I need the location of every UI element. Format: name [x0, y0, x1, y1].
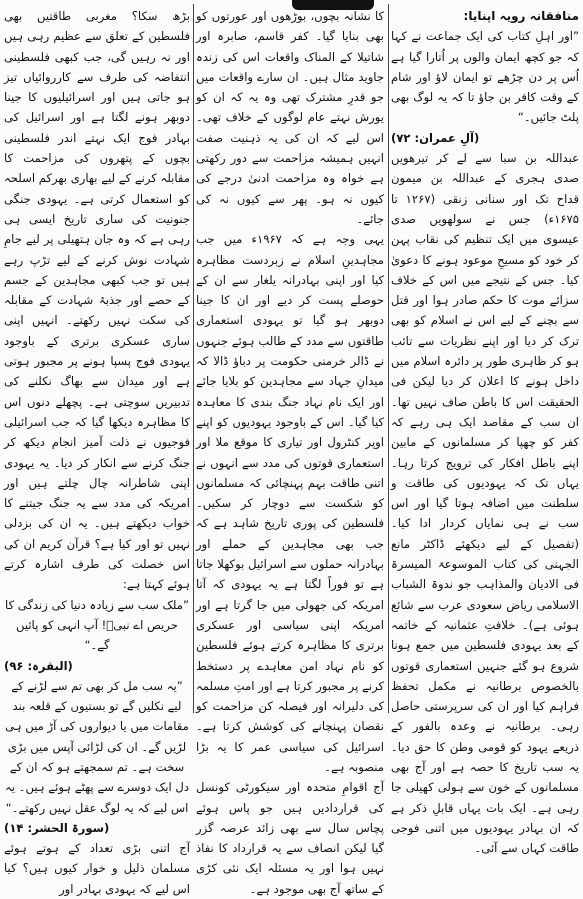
left-column: [4, 6, 190, 896]
column-divider: [388, 4, 389, 713]
verse-reference: (سورۃ الحشر: ۱۴): [4, 820, 110, 835]
article-paragraph: عبداللہ بن سبا سے لے کر تیرھویں صدی ہجری کے عبداللہ بن میمون قداح تک اور سنانی زنقی (۱۲۶۷ تا ۱۶۷۵ء) جس نے سولھویں صدی عیسوی میں ایک تنظیم کی نقاب پہن کر خود کو مسیحِ موعود ہونے کا دعویٰ کیا۔ جس کے نتیجے میں اس کے خلاف سزائے موت کا حکم صادر ہوا اور قتل سے بچنے کے لیے اس نے اسلام کو بھی ترک کر دیا اور اپنے نظریات سے تائب ہو کر ظاہری طور پر دائرہ اسلام میں داخل ہونے کا اعلان کر دیا لیکن فی الحقیقت اس کا باطن صاف نہیں تھا۔ ان سب کے مقاصد ایک ہی رہے کہ کفر کو چھپا کر مسلمانوں کے مابین اپنے باطل افکار کی ترویج کرتا رہا۔ یہاں تک کہ یہودیوں کی طاقت و سلطنت میں اضافہ ہوتا گیا اور اس سب نے ہی نمایاں کردار ادا کیا۔ (تفصیل کے لیے دیکھئے ڈاکٹر مانع الجہنی کی کتاب الموسوعۃ المیسرۃ فی الادیان والمذاہب جو ندوۃ الشباب الاسلامی ریاض سعودی عرب سے شائع ہوئی ہے)۔ خلافتِ عثمانیہ کے خاتمہ کے بعد یہودی فلسطین میں جمع ہونا شروع ہو گئے جنہیں استعماری قوتوں بالخصوص برطانیہ نے مکمل تحفظ فراہم کیا اور ان کی سرپرستی حاصل رہی۔ برطانیہ نے وعدہ بالفور کے ذریعے یہود کو قومی وطن کا حق دیا۔ یہ سب تاریخ کا حصہ ہے اور آج بھی مسلمانوں کے خون سے ہولی کھیلی جا رہی ہے۔ ایک بات یہاں قابلِ ذکر ہے کہ ان بہادر یہودیوں میں اتنی فوجی طاقت کہاں سے آئی۔: [391, 151, 579, 856]
article-paragraph: بڑھ سکا؟ مغربی طاقتیں بھی فلسطین کے تعلق سے عظیم رہی ہیں اور نہ رہیں گی، جب کبھی فلسطینی انتفاضہ کی طرف سے کارروائیاں تیز ہو جاتی ہیں اور اسرائیلیوں کا جینا دوبھر ہونے لگتا ہے اور اسرائیل کی بہادر فوج ایک نہتے اندر فلسطینی بچوں کے پتھروں کی مزاحمت کا مقابلہ کرنے کے لیے بھاری بھرکم اسلحہ کو استعمال کرتی ہے۔ یہودی جنگی جنونیت کی ساری تاریخ ایسی ہی رہی ہے کہ وہ جان ہتھیلی پر لیے جامِ شہادت نوش کرنے کے لیے تڑپ رہے ہیں تو جب کبھی مجاہدین کے جسم کے حصے اور جذبۂ شہادت کے مقابلہ کی سکت نہیں رکھتے۔ انہیں اپنی ساری عسکری برتری کے باوجود یہودی فوج پسپا ہونے پر مجبور ہوتی ہے اور میدان سے بھاگ نکلنے کی تدبیریں سوچتی ہے۔ پچھلے دنوں اس کا مظاہرہ دیکھا گیا کہ جب اسرائیلی فوجیوں نے ذلت آمیز انجام دیکھ کر جنگ کرنے سے انکار کر دیا۔ یہ یہودی اپنی شاطرانہ چال چلتے ہیں اور امریکہ کی مدد سے یہ جنگ جیتنے کا خواب دیکھتے ہیں۔ یہ ان کی بزدلی نہیں تو اور کیا ہے؟ قرآن کریم ان کی اس خصلت کی طرف اشارہ کرتے ہوئے کہتا ہے:: [4, 9, 190, 592]
quran-verse: ”ملک سب سے زیادہ دنیا کی زندگی کا حریص اے نبیؐ! آپ انہی کو پائیں گے۔“: [5, 597, 189, 653]
right-column: [391, 6, 579, 856]
verse-reference: (البقرہ: ۹۶): [4, 658, 73, 673]
article-paragraph: کا نشانہ بچوں، بوڑھوں اور عورتوں کو بھی بنایا گیا۔ کفر قاسم، صابرہ اور شاتیلا کے المناک واقعات اس کی زندہ جاوید مثال ہیں۔ ان سارے واقعات میں جو قدرِ مشترک تھی وہ یہ کہ ان کو یورش نہتے عام لوگوں کے خلاف تھی۔ اس لیے کہ ان کی یہ ذہنیت صفت انہیں ہمیشہ مزاحمت سے دور رکھتی ہے خواہ وہ مزاحمت ادنیٰ درجے کی کیوں نہ ہو۔ پھر سے کیوں نہ کی جائے۔: [196, 9, 384, 226]
article-paragraph: یہی وجہ ہے کہ ۱۹۶۷ء میں جب مجاہدینِ اسلام نے زبردست مظاہرہ کیا اور اپنی بہادرانہ یلغار سے ان کے حوصلے پست کر دیے اور ان کا جینا دوبھر ہو گیا تو یہودی استعماری طاقتوں سے مدد کے طالب ہوئے جنہوں نے ڈالر خرمنی حکومت پر دباؤ ڈالا کہ میدانِ جہاد سے مجاہدین کو بلایا جائے اور ایک نام نہاد جنگ بندی کا معاہدہ کیا گیا۔ اس کے باوجود یہودیوں کو اپنے اوپر کنٹرول اور تیاری کا موقع ملا اور استعماری قوتوں کی مدد سے انہوں نے اتنی طاقت بہم پہنچائی کہ مسلمانوں کو شکست سے دوچار کر سکیں۔ فلسطین کی پوری تاریخ شاہد ہے کہ جب بھی مجاہدین کے حملے اور بہادرانہ حملوں سے اسرائیل بوکھلا جاتا ہے تو فوراً لگتا ہے یہ یہودی کہ آتا امریکہ کی جھولی میں جا گرتا ہے اور امریکہ اپنی سیاسی اور عسکری برتری کا مظاہرہ کرتے ہوئے فلسطین کو نام نہاد امن معاہدے پر دستخط کرنے پر مجبور کرتا ہے اور امتِ مسلمہ کی دلیرانہ اور فیصلہ کن مزاحمت کو نقصان پہنچانے کی کوشش کرتا ہے۔ اسرائیل کی سیاسی عمر کا یہ بڑا منصوبہ ہے۔: [196, 232, 384, 774]
quote-reference: (آلِ عمران: ۷۲): [391, 130, 480, 145]
middle-column: [196, 6, 384, 896]
quran-quote: ”اور اہلِ کتاب کی ایک جماعت نے کہا کہ جو کچھ ایمان والوں پر اُتارا گیا ہے اُس پر دن چڑھے تو ایمان لاؤ اور شام کے وقت کافر بن جاؤ تا کہ یہ لوگ بھی پلٹ جائیں۔“: [391, 29, 579, 125]
article-paragraph: آج اتنی بڑی تعداد کے ہوتے ہوئے مسلمان ذلیل و خوار کیوں ہیں؟ کیا اس لیے کہ یہودی بہادر اور: [4, 841, 190, 896]
section-heading: منافقانہ رویہ اپنایا:: [463, 9, 579, 23]
column-divider: [193, 4, 194, 713]
quran-verse: ”یہ سب مل کر بھی تم سے لڑنے کے لیے نکلیں گے تو بستیوں کے قلعہ بند مقامات میں یا دیواروں کی آڑ میں ہی لڑیں گے۔ ان کی لڑائی آپس میں بڑی سخت ہے۔ تم سمجھتے ہو کہ ان کے دل ایک دوسرے سے پھٹے ہوئے ہیں۔ یہ اس لیے کہ یہ لوگ عقل نہیں رکھتے۔“: [5, 678, 189, 815]
article-paragraph: آج اقوامِ متحدہ اور سیکورٹی کونسل کی قراردادیں ہیں جو پاس ہوئے پچاس سال سے بھی زائد عرصہ گزر گیا لیکن انصاف سے یہ قرارداد کا نفاذ نہیں ہوا اور یہ مسئلہ ایک نئی کڑی کے ساتھ آج بھی موجود ہے۔: [196, 780, 384, 896]
